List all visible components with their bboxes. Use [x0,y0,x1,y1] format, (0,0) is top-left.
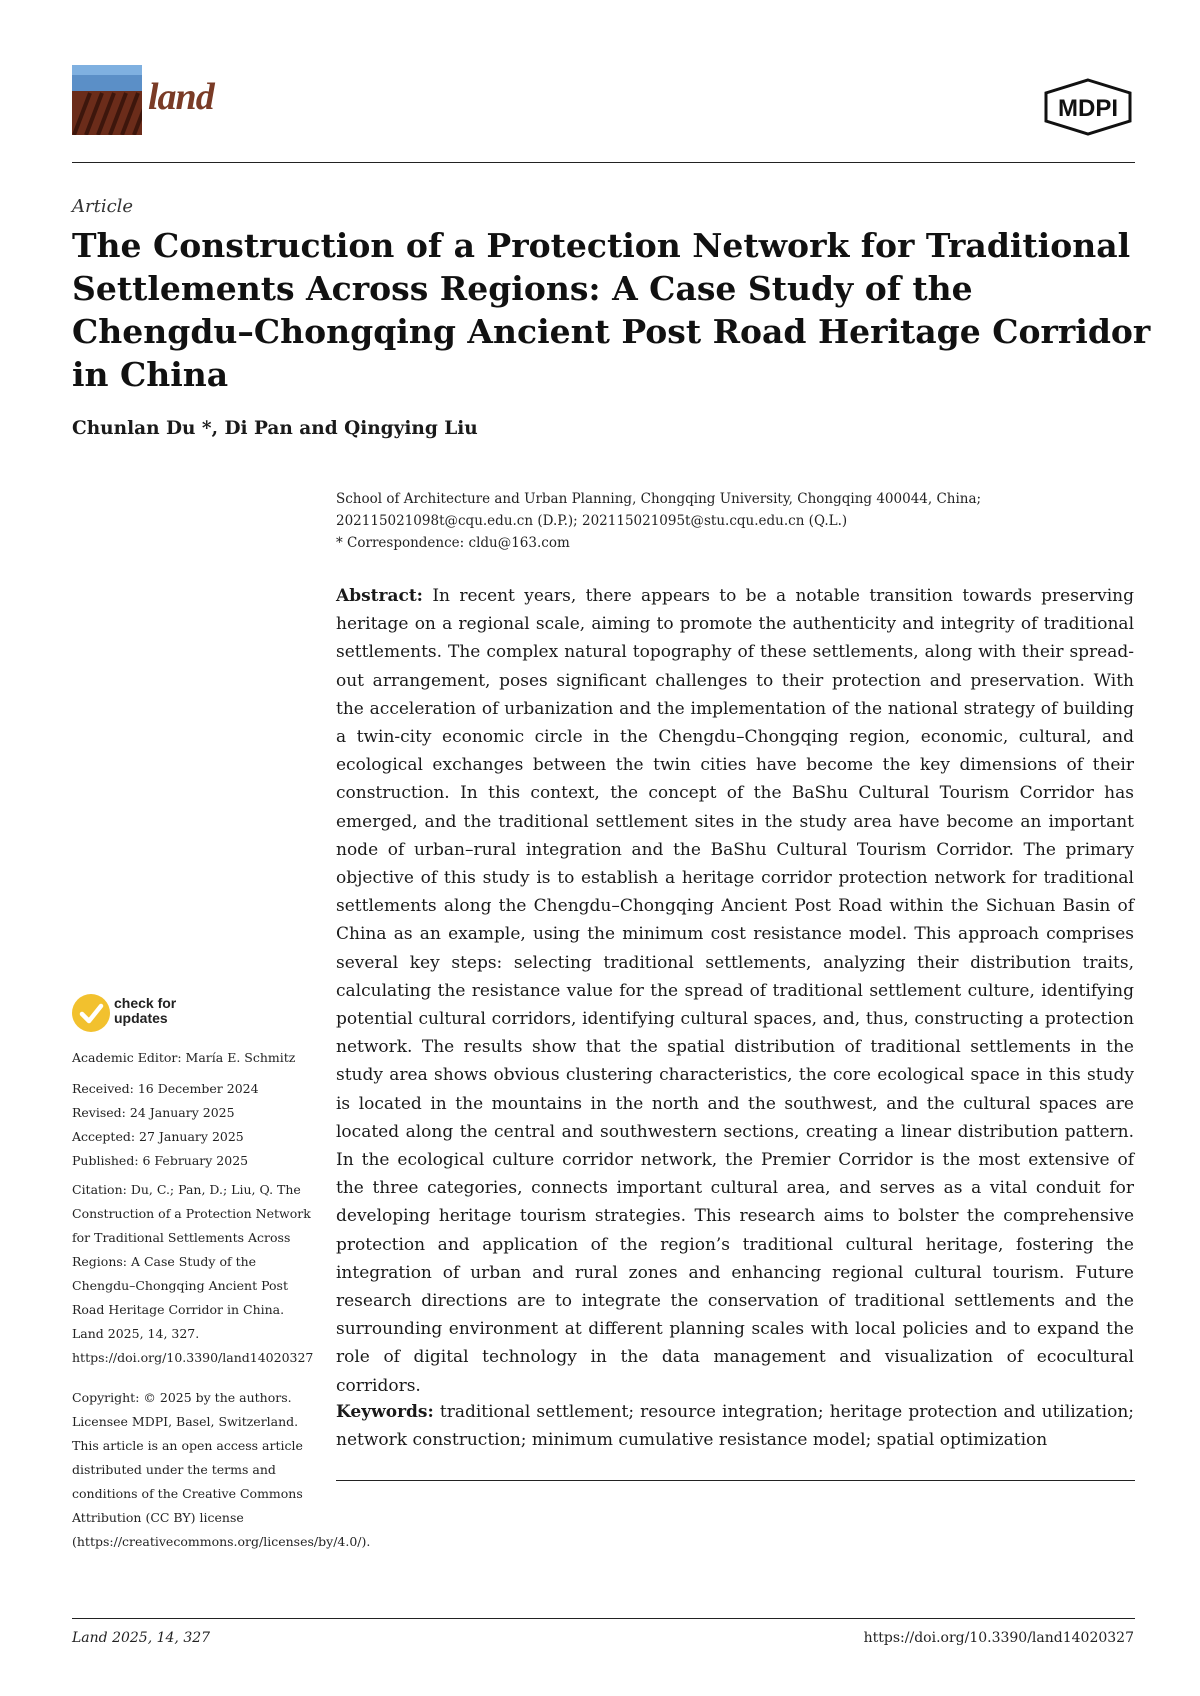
abstract [336,582,1134,1400]
keywords-label: Keywords: [336,1402,434,1422]
land-journal-logo [72,65,142,135]
header-rule [72,162,1135,163]
title-line: Chengdu–Chongqing Ancient Post Road Heritage Corridor [72,312,1151,351]
affiliation [336,488,1136,554]
check-label-line: check for [114,995,177,1011]
abstract-text: In recent years, there appears to be a notable transition towards preserving heritage on a regional scale, aiming to promote the authenticity and integrity of traditional settlements. The complex natural topography of these settlements, along with their spread-out arrangement, poses significant challenges to their protection and preservation. With the acceleration of urbanization and the implementation of the national strategy of building a twin-city economic circle in the Chengdu–Chongqing region, economic, cultural, and ecological exchanges between the twin cities have become the key dimensions of their construction. In this context, the concept of the BaShu Cultural Tourism Corridor has emerged, and the traditional settlement sites in the study area have become an important node of urban–rural integration and the BaShu Cultural Tourism Corridor. The primary objective of this study is to establish a heritage corridor protection network for traditional settlements along the Chengdu–Chongqing Ancient Post Road within the Sichuan Basin of China as an example, using the minimum cost resistance model. This approach comprises several key steps: selecting traditional settlements, analyzing their distribution traits, calculating the resistance value for the spread of traditional settlement culture, identifying potential cultural corridors, identifying cultural spaces, and, thus, constructing a protection network. The results show that the spatial distribution of traditional settlements in the study area shows obvious clustering characteristics, the core ecological space in this study is located in the mountains in the north and the southwest, and the cultural spaces are located along the central and southwestern sections, creating a linear distribution pattern. In the ecological culture corridor network, the Premier Corridor is the most extensive of the three categories, connects important cultural area, and serves as a vital conduit for developing heritage tourism strategies. This research aims to bolster the comprehensive protection and application of the region’s traditional cultural heritage, fostering the integration of urban and rural zones and enhancing regional cultural tourism. Future research directions are to integrate the conservation of traditional settlements and the surrounding environment at different planning scales with local policies and to expand the role of digital technology in the data management and visualization of ecocultural corridors. [336,586,1135,1396]
land-logo-graphic [72,65,142,135]
footer-doi-link[interactable]: https://doi.org/10.3390/land14020327 [863,1630,1134,1646]
revised-date: Revised: 24 January 2025 [72,1105,235,1120]
accepted-date: Accepted: 27 January 2025 [72,1129,244,1144]
footer-rule [72,1618,1135,1619]
published-date: Published: 6 February 2025 [72,1153,249,1168]
authors: Chunlan Du *, Di Pan and Qingying Liu [72,418,478,439]
journal-name: land [148,76,214,118]
section-rule [336,1480,1135,1481]
check-for-updates-label [114,996,176,1026]
check-for-updates-icon [72,994,110,1032]
title-line: in China [72,355,229,394]
title-line: Settlements Across Regions: A Case Study of the [72,269,973,308]
footer-citation: Land 2025, 14, 327 [72,1630,211,1646]
check-label-line: updates [114,1010,168,1026]
copyright-notice: Copyright: © 2025 by the authors. Licensee MDPI, Basel, Switzerland. This article is an open access article distributed under the terms and conditions of the Creative Commons Attribution (CC BY) license (https://creativecommons.org/licenses/by/4.0/). [72,1390,371,1549]
title-line: The Construction of a Protection Network for Traditional [72,226,1131,265]
paper-title [72,224,1151,396]
citation: Citation: Du, C.; Pan, D.; Liu, Q. The Construction of a Protection Network for Traditional Settlements Across Regions: A Case Study of the Chengdu–Chongqing Ancient Post Road Heritage Corridor in China. Land 2025, 14, 327. https://doi.org/10.3390/land14020327 [72,1182,314,1365]
keywords-text: traditional settlement; resource integration; heritage protection and utilization; network construction; minimum cumulative resistance model; spatial optimization [336,1402,1134,1451]
correspondence: * Correspondence: cldu@163.com [336,535,570,551]
check-for-updates-button[interactable] [72,994,182,1034]
article-type: Article [72,196,134,217]
affiliation-line: School of Architecture and Urban Planning, Chongqing University, Chongqing 400044, China; [336,491,982,507]
academic-editor: Academic Editor: María E. Schmitz [72,1050,296,1065]
received-date: Received: 16 December 2024 [72,1081,259,1096]
mdpi-logo [1042,78,1134,136]
mdpi-logo-text: MDPI [1058,95,1118,122]
abstract-label: Abstract: [336,586,423,606]
keywords [336,1398,1134,1454]
publication-dates [72,1077,312,1173]
affiliation-emails: 202115021098t@cqu.edu.cn (D.P.); 202115021095t@stu.cqu.edu.cn (Q.L.) [336,513,848,529]
